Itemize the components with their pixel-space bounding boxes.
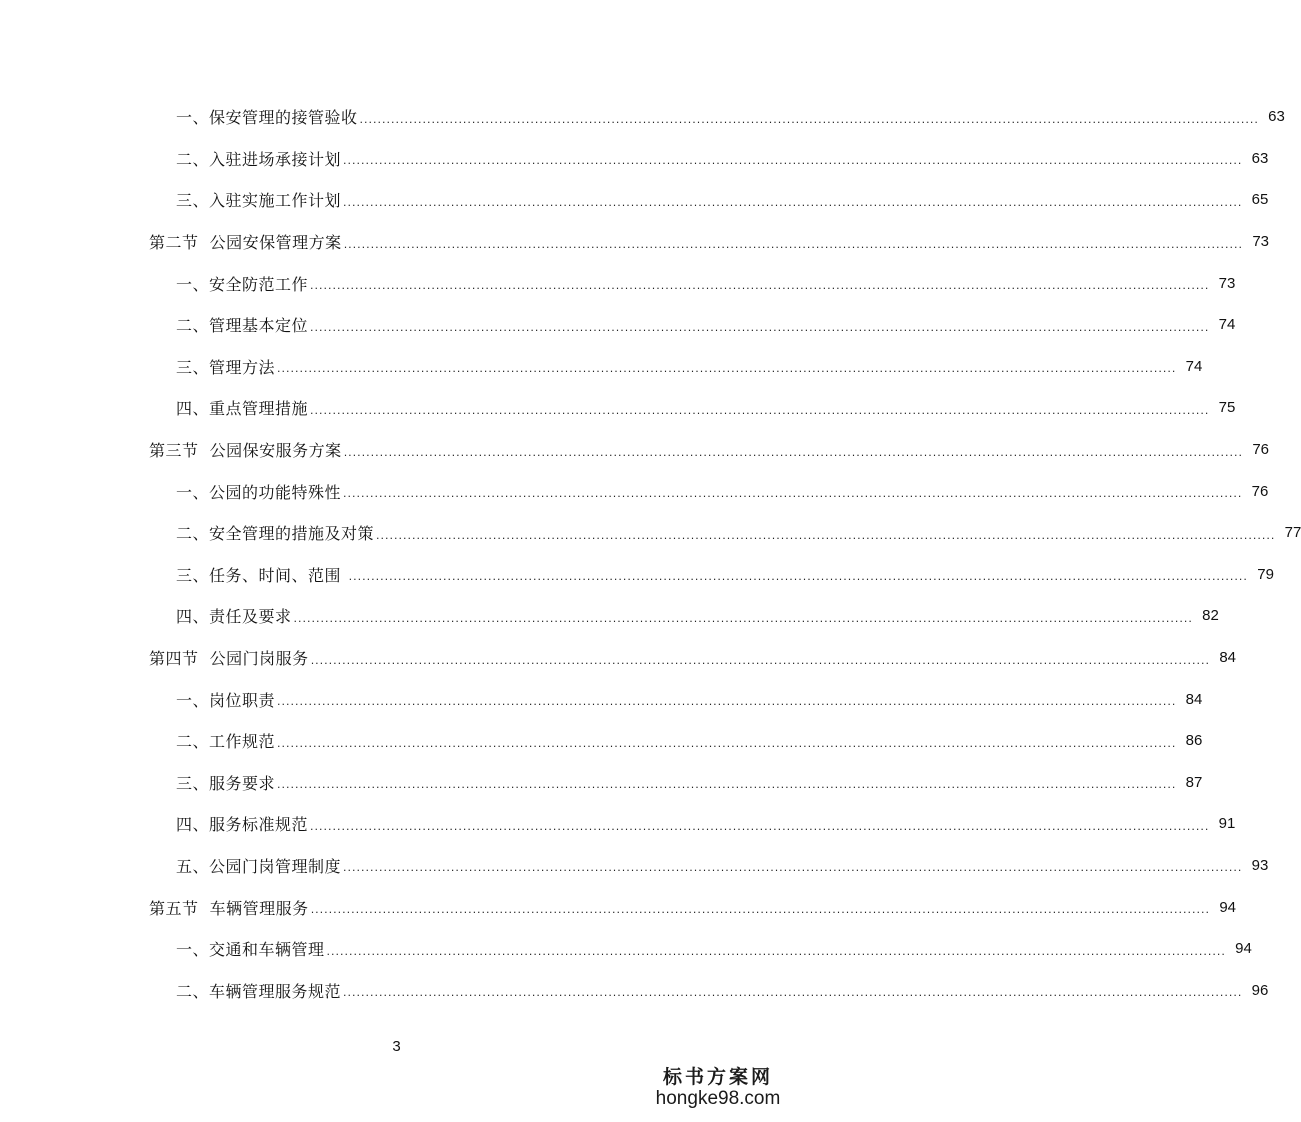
toc-entry-label: 一、安全防范工作: [176, 274, 309, 294]
toc-dot-leader: ........................................................................................................................................................................................................: [343, 487, 1243, 501]
toc-entry-page-number: 96: [1251, 981, 1269, 999]
toc-entry-label: 四、责任及要求: [176, 607, 292, 627]
toc-dot-leader: ........................................................................................................................................................................................................: [343, 445, 1244, 459]
toc-subsection-entry[interactable]: [0, 304, 1236, 346]
toc-entry-page-number: 79: [1257, 565, 1274, 583]
toc-entry-label: 三、入驻实施工作计划: [176, 191, 342, 211]
toc-dot-leader: ........................................................................................................................................................................................................: [343, 861, 1243, 875]
toc-entry-page-number: 63: [1251, 149, 1269, 167]
toc-subsection-entry[interactable]: [0, 96, 1285, 138]
toc-entry-page-number: 86: [1185, 732, 1203, 750]
toc-dot-leader: ........................................................................................................................................................................................................: [343, 154, 1243, 168]
toc-entry-page-number: 73: [1218, 274, 1236, 292]
watermark-name: 标书方案网: [662, 1066, 773, 1088]
toc-entry-page-number: 74: [1185, 357, 1203, 375]
toc-entry-page-number: 76: [1251, 482, 1269, 500]
toc-dot-leader: ........................................................................................................................................................................................................: [277, 695, 1177, 709]
table-of-contents: [0, 96, 1301, 1011]
toc-subsection-entry[interactable]: [0, 262, 1236, 304]
toc-subsection-entry[interactable]: [0, 512, 1301, 554]
toc-entry-page-number: 94: [1235, 940, 1252, 958]
toc-section-entry[interactable]: [0, 637, 1237, 679]
toc-entry-label: 第五节 车辆管理服务: [149, 898, 309, 918]
toc-dot-leader: ........................................................................................................................................................................................................: [277, 778, 1177, 792]
toc-dot-leader: ........................................................................................................................................................................................................: [277, 736, 1177, 750]
toc-subsection-entry[interactable]: [0, 969, 1269, 1011]
toc-subsection-entry[interactable]: [0, 678, 1203, 720]
toc-entry-page-number: 76: [1252, 441, 1270, 459]
toc-dot-leader: ........................................................................................................................................................................................................: [310, 903, 1211, 917]
toc-dot-leader: ........................................................................................................................................................................................................: [343, 237, 1244, 251]
toc-entry-page-number: 94: [1219, 898, 1237, 916]
toc-entry-label: 二、安全管理的措施及对策: [176, 524, 375, 544]
watermark-url: hongke98.com: [655, 1088, 781, 1109]
toc-entry-label: 第二节 公园安保管理方案: [149, 233, 342, 253]
toc-entry-label: 二、车辆管理服务规范: [176, 981, 342, 1001]
toc-dot-leader: ........................................................................................................................................................................................................: [343, 195, 1243, 209]
toc-subsection-entry[interactable]: [0, 803, 1236, 845]
toc-entry-page-number: 73: [1252, 233, 1270, 251]
toc-dot-leader: ........................................................................................................................................................................................................: [310, 279, 1210, 293]
toc-entry-page-number: 84: [1185, 690, 1203, 708]
toc-subsection-entry[interactable]: [0, 179, 1269, 221]
toc-entry-label: 一、公园的功能特殊性: [176, 482, 342, 502]
toc-dot-leader: ........................................................................................................................................................................................................: [359, 112, 1259, 126]
toc-subsection-entry[interactable]: [0, 554, 1274, 596]
toc-entry-page-number: 93: [1251, 856, 1269, 874]
toc-subsection-entry[interactable]: [0, 720, 1203, 762]
toc-entry-label: 一、保安管理的接管验收: [176, 108, 358, 128]
toc-entry-page-number: 75: [1218, 399, 1236, 417]
toc-entry-label: 一、交通和车辆管理: [176, 940, 325, 960]
toc-entry-page-number: 77: [1284, 524, 1301, 542]
toc-subsection-entry[interactable]: [0, 346, 1203, 388]
toc-entry-page-number: 87: [1185, 773, 1203, 791]
toc-subsection-entry[interactable]: [0, 387, 1236, 429]
toc-entry-page-number: 84: [1219, 649, 1237, 667]
toc-entry-label: 五、公园门岗管理制度: [176, 856, 342, 876]
toc-entry-page-number: 91: [1218, 815, 1236, 833]
toc-entry-label: 三、服务要求: [176, 773, 276, 793]
toc-entry-page-number: 82: [1202, 607, 1219, 625]
watermark-logo: [653, 1066, 783, 1110]
toc-dot-leader: ........................................................................................................................................................................................................: [348, 570, 1248, 584]
toc-dot-leader: ........................................................................................................................................................................................................: [277, 362, 1177, 376]
toc-dot-leader: ........................................................................................................................................................................................................: [293, 611, 1193, 625]
toc-dot-leader: ........................................................................................................................................................................................................: [310, 653, 1211, 667]
toc-entry-label: 四、重点管理措施: [176, 399, 309, 419]
toc-entry-label: 第四节 公园门岗服务: [149, 649, 309, 669]
toc-entry-page-number: 63: [1268, 108, 1285, 126]
toc-dot-leader: ........................................................................................................................................................................................................: [310, 403, 1210, 417]
toc-dot-leader: ........................................................................................................................................................................................................: [376, 528, 1276, 542]
toc-subsection-entry[interactable]: [0, 138, 1269, 180]
toc-entry-label: 二、管理基本定位: [176, 316, 309, 336]
toc-subsection-entry[interactable]: [0, 928, 1252, 970]
toc-entry-label: 第三节 公园保安服务方案: [149, 441, 342, 461]
toc-section-entry[interactable]: [0, 221, 1270, 263]
toc-entry-label: 三、任务、时间、范围: [176, 565, 347, 585]
toc-dot-leader: ........................................................................................................................................................................................................: [310, 819, 1210, 833]
toc-subsection-entry[interactable]: [0, 595, 1219, 637]
toc-subsection-entry[interactable]: [0, 845, 1269, 887]
toc-dot-leader: ........................................................................................................................................................................................................: [326, 944, 1226, 958]
toc-entry-label: 三、管理方法: [176, 357, 276, 377]
toc-entry-label: 四、服务标准规范: [176, 815, 309, 835]
toc-dot-leader: ........................................................................................................................................................................................................: [343, 986, 1243, 1000]
toc-dot-leader: ........................................................................................................................................................................................................: [310, 320, 1210, 334]
toc-section-entry[interactable]: [0, 429, 1270, 471]
toc-subsection-entry[interactable]: [0, 762, 1203, 804]
toc-entry-label: 二、工作规范: [176, 732, 276, 752]
toc-entry-page-number: 74: [1218, 316, 1236, 334]
toc-subsection-entry[interactable]: [0, 470, 1269, 512]
toc-section-entry[interactable]: [0, 886, 1237, 928]
toc-entry-label: 二、入驻进场承接计划: [176, 149, 342, 169]
toc-entry-label: 一、岗位职责: [176, 690, 276, 710]
toc-entry-page-number: 65: [1251, 191, 1269, 209]
page-number: 3: [392, 1038, 401, 1055]
